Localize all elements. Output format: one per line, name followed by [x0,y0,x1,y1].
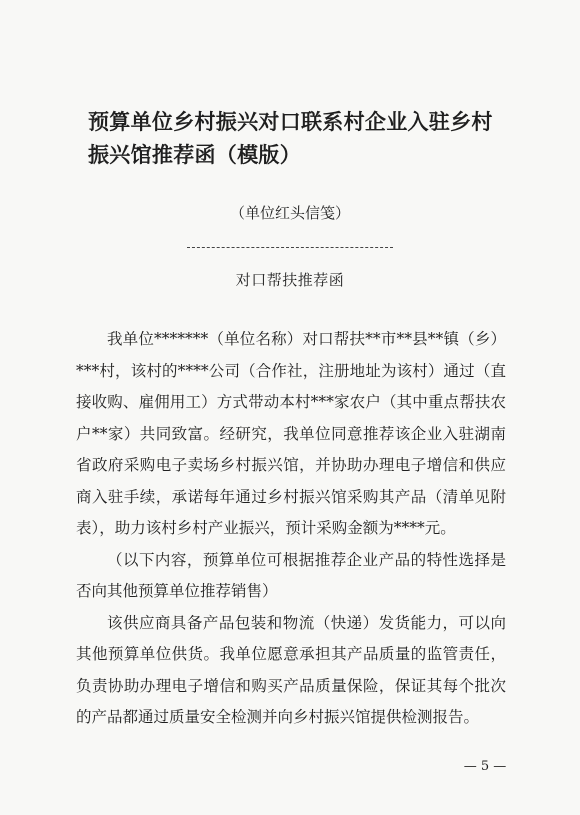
paragraph-line: 接收购、雇佣用工）方式带动本村***家农户（其中重点帮扶农 [76,393,506,411]
dashed-divider [187,247,393,248]
paragraph-line: 否向其他预算单位推荐销售） [76,582,278,600]
letter-heading: 对口帮扶推荐函 [235,271,345,289]
paragraph-line: 我单位*******（单位名称）对口帮扶**市**县**镇（乡） [107,330,506,348]
paragraph-line: （以下内容，预算单位可根据推荐企业产品的特性选择是 [107,550,506,569]
paragraph-line: 该供应商具备产品包装和物流（快递）发货能力，可以向 [107,613,506,632]
title-line: 振兴馆推荐函（模版） [88,142,301,167]
paragraph [76,324,506,545]
paragraph-line: 负责协助办理电子增信和购买产品质量保险，保证其每个批次 [76,676,506,695]
paragraph [76,608,506,734]
paragraph-line: 的产品都通过质量安全检测并向乡村振兴馆提供检测报告。 [76,708,480,726]
letter-body [76,324,506,734]
paragraph-line: 户**家）共同致富。经研究，我单位同意推荐该企业入驻湖南 [76,424,506,443]
document-title [88,105,498,171]
paragraph-line: 省政府采购电子卖场乡村振兴馆，并协助办理电子增信和供应 [76,456,506,474]
paragraph-line: 其他预算单位供货。我单位愿意承担其产品质量的监管责任， [76,645,506,663]
paragraph-line: 表），助力该村乡村产业振兴，预计采购金额为****元。 [76,519,456,537]
title-line: 预算单位乡村振兴对口联系村企业入驻乡村 [88,109,493,134]
paragraph-line: ***村，该村的****公司（合作社，注册地址为该村）通过（直 [76,361,506,380]
letterhead-note: （单位红头信笺） [229,204,350,222]
paragraph-line: 商入驻手续，承诺每年通过乡村振兴馆采购其产品（清单见附 [76,487,506,506]
page-number: — 5 — [463,759,507,774]
paragraph [76,545,506,608]
